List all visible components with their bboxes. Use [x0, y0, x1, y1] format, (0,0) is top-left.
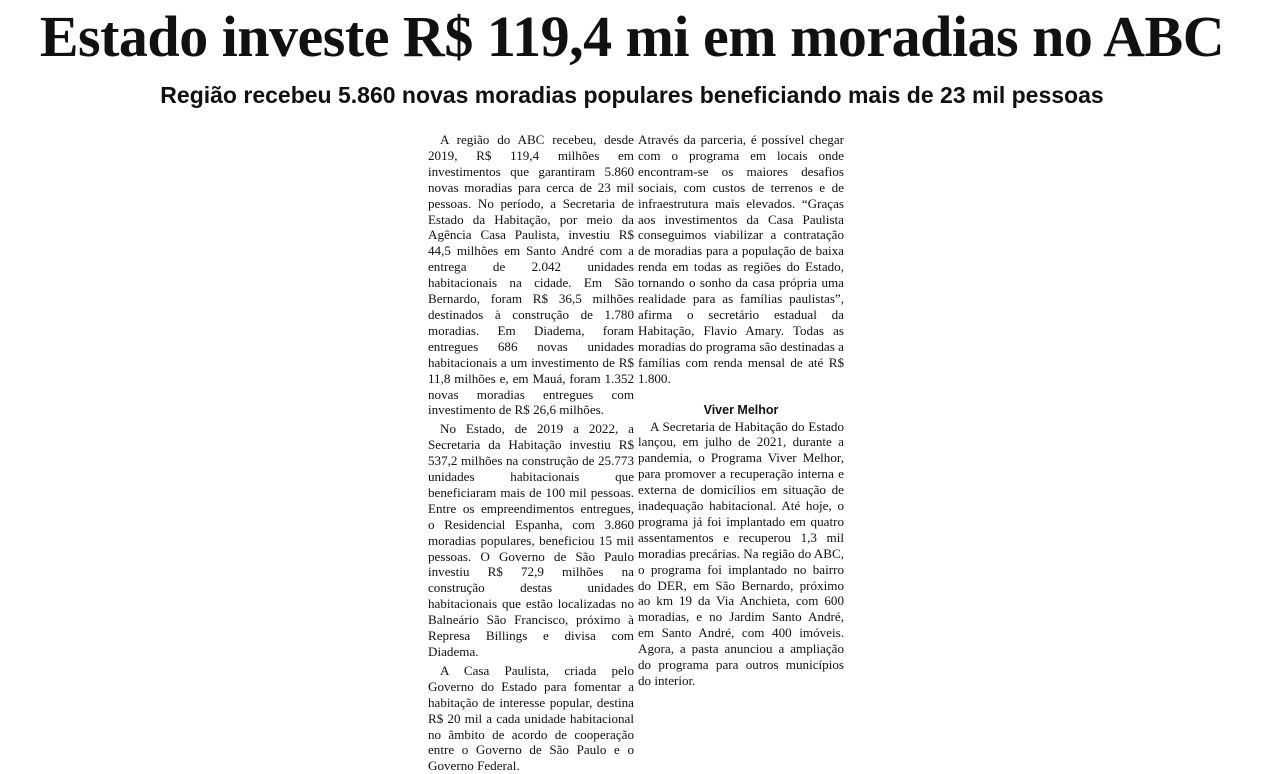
paragraph: A Secretaria de Habitação do Estado lançou, em julho de 2021, durante a pandemia, o Programa Viver Melhor, para promover a recuperação interna e externa de domicílios em situação de inadequação habitacional. Até hoje, o programa já foi implantado em quatro assentamentos e recuperou 1,3 mil moradias precárias. Na região do ABC, o programa foi implantado no bairro do DER, em São Bernardo, próximo ao km 19 da Via Anchieta, com 600 moradias, e no Jardim Santo André, em Santo André, com 400 imóveis. Agora, a pasta anunciou a ampliação do programa para outros municípios do interior.	[638, 418, 844, 688]
article-column-1	[428, 132, 634, 774]
paragraph: A região do ABC recebeu, desde 2019, R$ 119,4 milhões em investimentos que garantiram 5.860 novas moradias para cerca de 23 mil pessoas. No período, a Secretaria de Estado da Habitação, por meio da Agência Casa Paulista, investiu R$ 44,5 milhões em Santo André com a entrega de 2.042 unidades habitacionais na cidade. Em São Bernardo, foram R$ 36,5 milhões destinados à construção de 1.780 moradias. Em Diadema, foram entregues 686 novas unidades habitacionais a um investimento de R$ 11,8 milhões e, em Mauá, foram 1.352 novas moradias entregues com investimento de R$ 26,6 milhões.	[428, 132, 634, 418]
headline: Estado investe R$ 119,4 mi em moradias no ABC	[39, 4, 1225, 69]
paragraph: No Estado, de 2019 a 2022, a Secretaria da Habitação investiu R$ 537,2 milhões na construção de 25.773 unidades habitacionais que beneficiaram mais de 100 mil pessoas. Entre os empreendimentos entregues, o Residencial Espanha, com 3.860 moradias populares, beneficiou 15 mil pessoas. O Governo de São Paulo investiu R$ 72,9 milhões na construção destas unidades habitacionais que estão localizadas no Balneário São Francisco, próximo à Represa Billings e divisa com Diadema.	[428, 421, 634, 659]
subheadline: Região recebeu 5.860 novas moradias populares beneficiando mais de 23 mil pessoas	[160, 82, 1104, 108]
section-subtitle: Viver Melhor	[703, 402, 779, 417]
article-column-2	[638, 132, 844, 689]
paragraph-continuation: Através da parceria, é possível chegar com o programa em locais onde encontram-se os maiores desafios sociais, com custos de terrenos e de infraestrutura mais elevados. “Graças aos investimentos da Casa Paulista conseguimos viabilizar a contratação de moradias para a população de baixa renda em todas as regiões do Estado, tornando o sonho da casa própria uma realidade para as famílias paulistas”, afirma o secretário estadual da Habitação, Flavio Amary. Todas as moradias do programa são destinadas a famílias com renda mensal de até R$ 1.800.	[638, 132, 844, 386]
paragraph: A Casa Paulista, criada pelo Governo do Estado para fomentar a habitação de interesse popular, destina R$ 20 mil a cada unidade habitacional no âmbito de acordo de cooperação entre o Governo de São Paulo e o Governo Federal.	[428, 662, 634, 774]
